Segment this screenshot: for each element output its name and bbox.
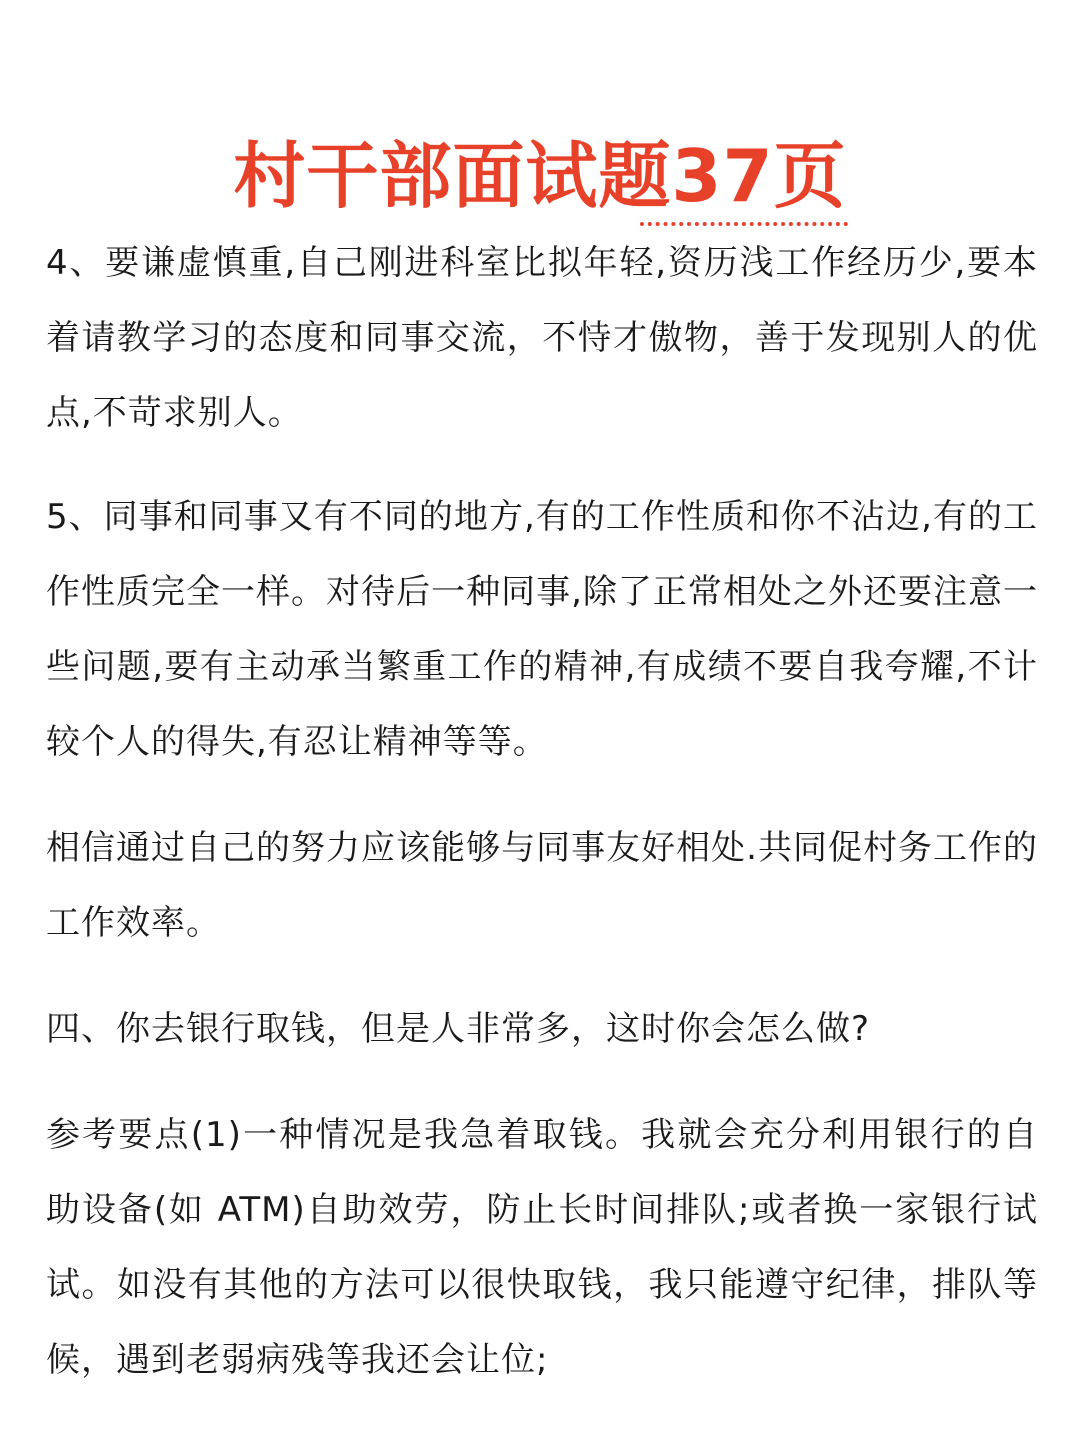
question-heading: 四、你去银行取钱，但是人非常多，这时你会怎么做?: [46, 1009, 871, 1049]
paragraph-reference-answer: 参考要点(1)一种情况是我急着取钱。我就会充分利用银行的自助设备(如 ATM)自助效劳，防止长时间排队;或者换一家银行试试。如没有其他的方法可以很快取钱，我只能遵守纪律，排队等候，遇到老弱病残等我还会让位;: [46, 1115, 1038, 1380]
page-title: 村干部面试题37页: [233, 134, 847, 218]
article-body: [46, 226, 1038, 1398]
paragraph-point-4: 4、要谦虚慎重,自己刚进科室比拟年轻,资历浅工作经历少,要本着请教学习的态度和同事交流，不恃才傲物，善于发现别人的优点,不苛求别人。: [46, 243, 1038, 433]
paragraph-conclusion: 相信通过自己的努力应该能够与同事友好相处.共同促村务工作的工作效率。: [46, 828, 1038, 943]
paragraph-point-5: 5、同事和同事又有不同的地方,有的工作性质和你不沾边,有的工作性质完全一样。对待后一种同事,除了正常相处之外还要注意一些问题,要有主动承当繁重工作的精神,有成绩不要自我夸耀,不计较个人的得失,有忍让精神等等。: [46, 497, 1038, 762]
